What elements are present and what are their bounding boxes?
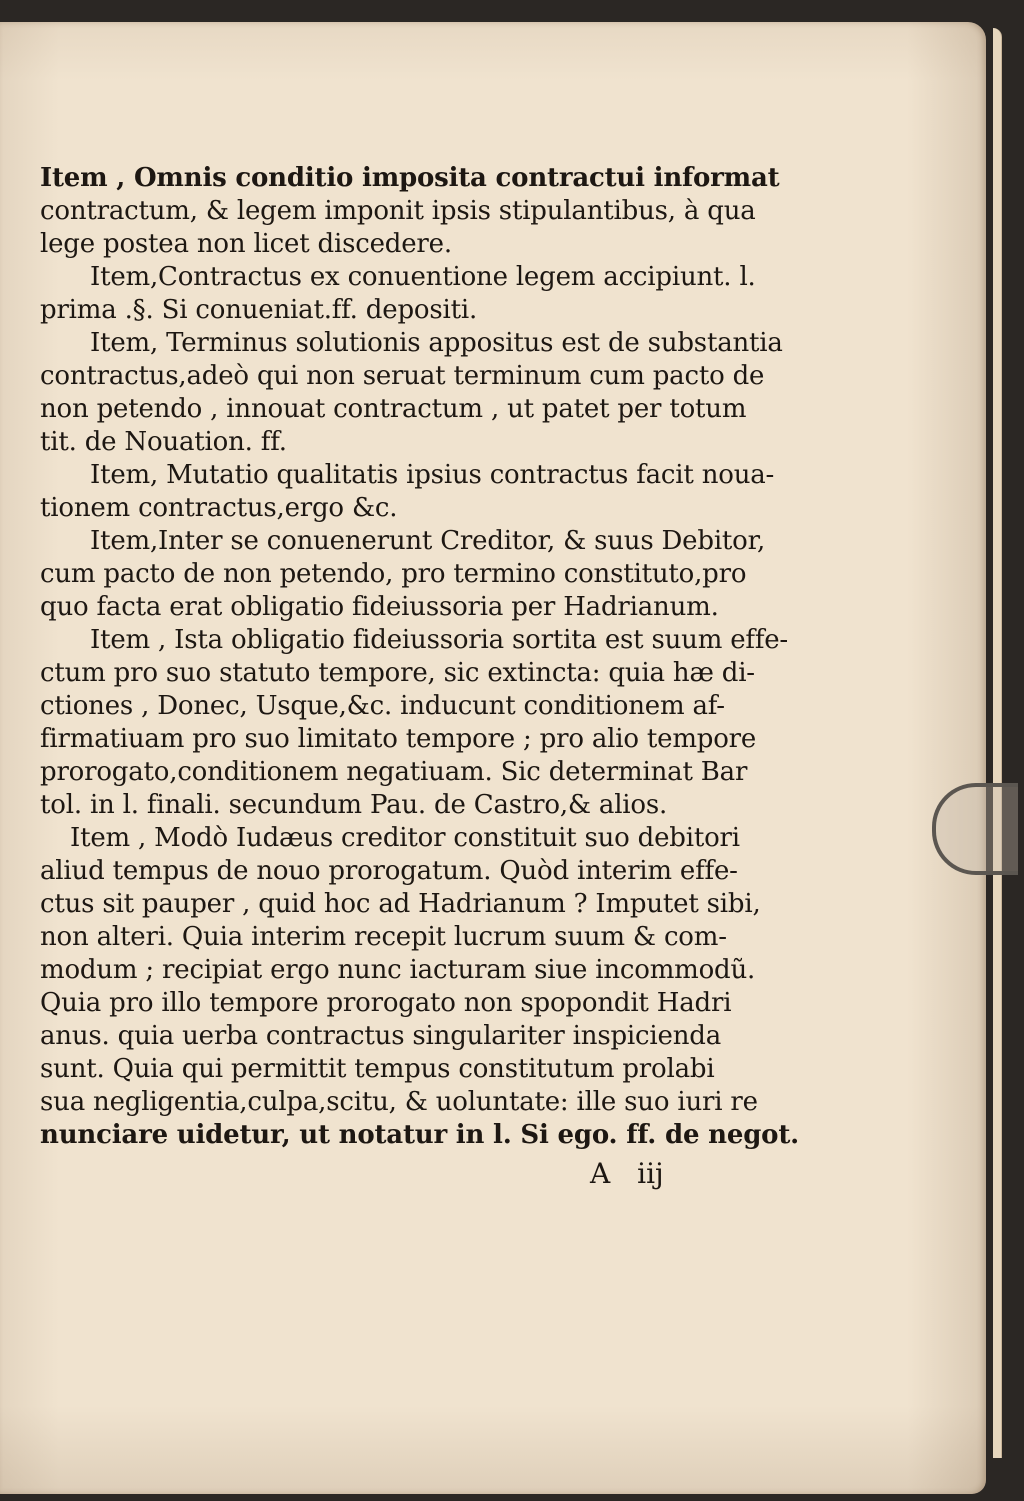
text-line: Item, Mutatio qualitatis ipsius contractus facit noua- xyxy=(90,460,775,490)
page-text xyxy=(40,162,800,1152)
text-line: aliud tempus de nouo prorogatum. Quòd interim effe- xyxy=(40,856,738,886)
text-line: prorogato,conditionem negatiuam. Sic determinat Bar xyxy=(40,757,748,787)
text-line: prima .§. Si conueniat.ff. depositi. xyxy=(40,295,478,325)
text-line: tit. de Nouation. ff. xyxy=(40,427,287,457)
text-line: ctiones , Donec, Usque,&c. inducunt conditionem af- xyxy=(40,691,725,721)
text-line: contractus,adeò qui non seruat terminum cum pacto de xyxy=(40,361,765,391)
text-line: Item , Modò Iudæus creditor constituit suo debitori xyxy=(70,823,740,853)
text-line: Item,Contractus ex conuentione legem accipiunt. l. xyxy=(90,262,756,292)
text-line: lege postea non licet discedere. xyxy=(40,229,452,259)
text-line: tionem contractus,ergo &c. xyxy=(40,493,398,523)
text-line: Quia pro illo tempore prorogato non spopondit Hadri xyxy=(40,988,732,1018)
text-line: tol. in l. finali. secundum Pau. de Castro,& alios. xyxy=(40,790,668,820)
text-line: anus. quia uerba contractus singulariter inspicienda xyxy=(40,1021,721,1051)
text-line: contractum, & legem imponit ipsis stipulantibus, à qua xyxy=(40,196,756,226)
text-line: ctus sit pauper , quid hoc ad Hadrianum ? Imputet sibi, xyxy=(40,889,761,919)
text-line: Item, Terminus solutionis appositus est de substantia xyxy=(90,328,783,358)
text-line: sunt. Quia qui permittit tempus constitutum prolabi xyxy=(40,1054,715,1084)
text-line: non petendo , innouat contractum , ut patet per totum xyxy=(40,394,747,424)
text-line: nunciare uidetur, ut notatur in l. Si ego. ff. de negot. xyxy=(40,1120,799,1150)
text-line: sua negligentia,culpa,scitu, & uoluntate: ille suo iuri re xyxy=(40,1087,758,1117)
page-edge xyxy=(993,28,1002,1458)
book-page xyxy=(0,22,986,1494)
text-line: Item,Inter se conuenerunt Creditor, & suus Debitor, xyxy=(90,526,766,556)
text-line: non alteri. Quia interim recepit lucrum suum & com- xyxy=(40,922,727,952)
text-line: Item , Ista obligatio fideiussoria sortita est suum effe- xyxy=(90,625,789,655)
text-line: quo facta erat obligatio fideiussoria per Hadrianum. xyxy=(40,592,719,622)
text-line: firmatiuam pro suo limitato tempore ; pro alio tempore xyxy=(40,724,757,754)
text-line: modum ; recipiat ergo nunc iacturam siue incommodũ. xyxy=(40,955,756,985)
binder-clip-icon xyxy=(932,783,1018,875)
text-line: Item , Omnis conditio imposita contractui informat xyxy=(40,163,780,193)
text-line: cum pacto de non petendo, pro termino constituto,pro xyxy=(40,559,747,589)
signature-mark: A iij xyxy=(590,1157,664,1190)
text-line: ctum pro suo statuto tempore, sic extincta: quia hæ di- xyxy=(40,658,755,688)
